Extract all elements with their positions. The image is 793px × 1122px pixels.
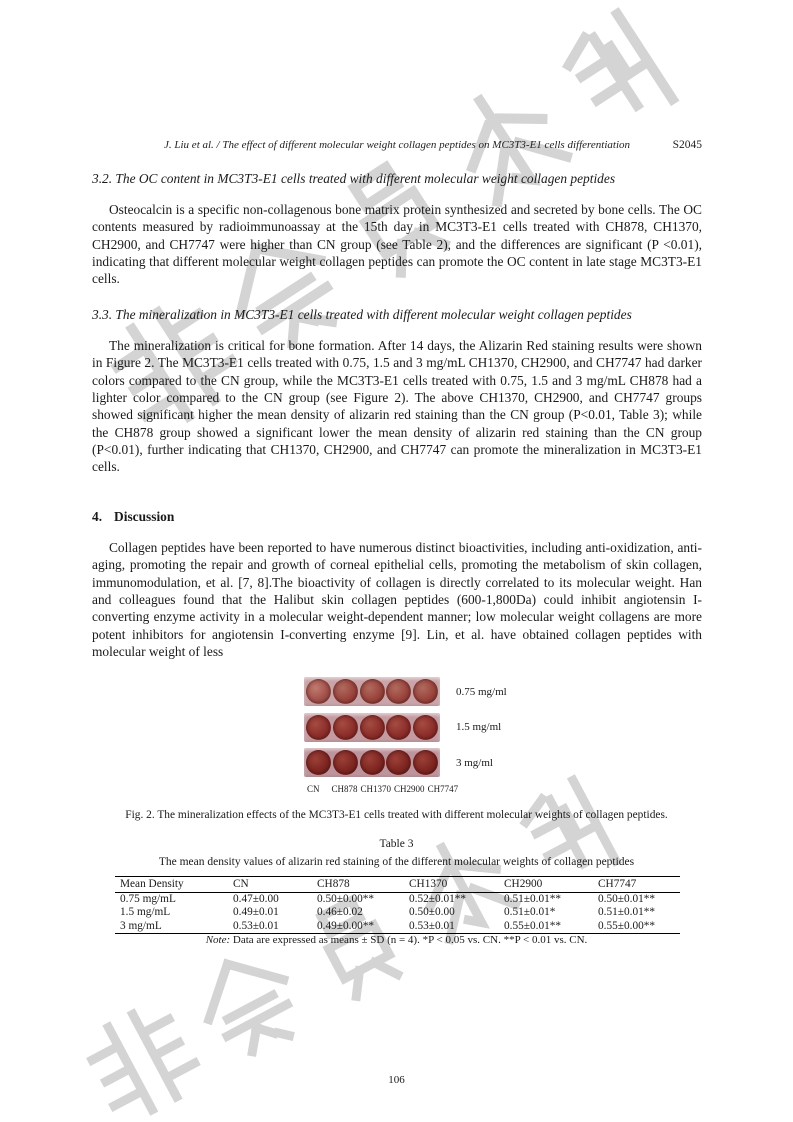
table-cell: 0.53±0.01 — [409, 919, 455, 932]
table-cell: 0.50±0.01** — [598, 893, 656, 905]
stained-well — [413, 715, 438, 740]
stained-well — [306, 715, 331, 740]
stained-well — [386, 679, 411, 704]
table-label: Table 3 — [379, 838, 414, 850]
table-cell: 0.51±0.01** — [598, 906, 656, 919]
dose-label: 3 mg/ml — [456, 756, 493, 769]
table-cell: 0.55±0.01** — [504, 919, 562, 932]
figure-row-1.5 — [304, 713, 604, 742]
col-header-mean-density: Mean Density — [115, 877, 228, 893]
table-row — [115, 920, 680, 934]
stained-well — [360, 750, 385, 775]
group-label-ch1370: CH1370 — [360, 784, 392, 794]
stained-well — [333, 679, 358, 704]
stained-well — [360, 715, 385, 740]
table-cell: 1.5 mg/mL — [120, 906, 171, 919]
stained-well — [333, 715, 358, 740]
group-label-ch7747: CH7747 — [427, 784, 459, 794]
dose-label: 1.5 mg/ml — [456, 721, 502, 733]
table-header-row — [115, 877, 680, 893]
dose-label: 0.75 mg/ml — [456, 685, 507, 698]
well-plate-strip — [304, 677, 440, 706]
table-cell: 3 mg/mL — [120, 919, 162, 932]
table-cell: 0.49±0.01 — [233, 906, 279, 919]
table-note-text: Data are expressed as means ± SD (n = 4). *P < 0.05 vs. CN. **P < 0.01 vs. CN. — [230, 934, 588, 946]
stained-well — [413, 750, 438, 775]
col-header-cn: CN — [228, 877, 312, 893]
page-number: 106 — [388, 1074, 405, 1086]
figure-row-3 — [304, 748, 604, 777]
table-cell: 0.55±0.00** — [598, 919, 656, 932]
section-heading-3-2: 3.2. The OC content in MC3T3-E1 cells treated with different molecular weight collagen peptides — [92, 171, 616, 186]
col-header-ch1370: CH1370 — [404, 877, 499, 893]
density-table — [115, 876, 680, 934]
figure-row-0.75 — [304, 677, 604, 706]
col-header-ch878: CH878 — [312, 877, 404, 893]
well-plate-strip — [304, 748, 440, 777]
well-plate-strip — [304, 713, 440, 742]
group-labels — [307, 784, 604, 794]
table-cell: 0.75 mg/mL — [120, 893, 176, 905]
table-title: The mean density values of alizarin red staining of the different molecular weights of collagen peptides — [158, 856, 635, 868]
stained-well — [413, 679, 438, 704]
stained-well — [386, 715, 411, 740]
stained-well — [306, 679, 331, 704]
table-cell: 0.51±0.01* — [504, 906, 556, 919]
section-title: Discussion — [114, 509, 175, 524]
table-cell: 0.47±0.00 — [233, 893, 279, 905]
table-cell: 0.49±0.00** — [317, 919, 375, 932]
table-note-label: Note: — [205, 934, 231, 946]
paragraph-3-2: Osteocalcin is a specific non-collagenous bone matrix protein synthesized and secreted by bone cells. The OC contents measured by radioimmunoassay at the 15th day in MC3T3-E1 cells treated with CH878, CH1370, CH2900, and CH7747 were higher than CN group (see Table 2), and the differences are significant (P <0.01), indicating that different molecular weight collagen peptides can promote the OC content in late stage MC3T3-E1 cells. — [92, 202, 702, 287]
group-label-ch2900: CH2900 — [394, 784, 425, 794]
table-note — [0, 934, 793, 946]
page-code: S2045 — [672, 139, 702, 151]
section-heading-4 — [92, 509, 702, 525]
table-row — [115, 906, 680, 919]
col-header-ch7747: CH7747 — [593, 877, 680, 893]
table-cell: 0.50±0.00** — [317, 893, 375, 905]
table-cell: 0.51±0.01** — [504, 893, 562, 905]
figure-caption: Fig. 2. The mineralization effects of the MC3T3-E1 cells treated with different molecular weights of collagen peptides. — [125, 809, 668, 821]
stained-well — [386, 750, 411, 775]
paragraph-3-3: The mineralization is critical for bone formation. After 14 days, the Alizarin Red staining results were shown in Figure 2. The MC3T3-E1 cells treated with 0.75, 1.5 and 3 mg/mL CH1370, CH2900, and CH7747 had darker colors compared to the CN group, while the MC3T3-E1 cells treated with 0.75, 1.5 and 3 mg/mL CH878 had a lighter color compared to the CN group (see Figure 2). The above CH1370, CH2900, and CH7747 groups showed significant higher the mean density of alizarin red staining than the CN group (P<0.01, Table 3); while the CH878 group showed a significant lower the mean density of alizarin red staining than the CN group (P<0.01), further indicating that CH1370, CH2900, and CH7747 can promote the mineralization in MC3T3-E1 cells. — [92, 338, 702, 475]
running-head — [92, 139, 702, 153]
figure-2 — [304, 677, 604, 794]
table-row — [115, 893, 680, 907]
section-number: 4. — [92, 509, 103, 524]
stained-well — [360, 679, 385, 704]
table-cell: 0.50±0.00 — [409, 906, 455, 919]
table-cell: 0.46±0.02 — [317, 906, 363, 919]
stained-well — [306, 750, 331, 775]
running-head-text: J. Liu et al. / The effect of different molecular weight collagen peptides on MC3T3-E1 cells differentiation — [164, 139, 630, 151]
table-cell: 0.52±0.01** — [409, 893, 467, 905]
group-label-cn: CN — [307, 784, 320, 794]
paragraph-4: Collagen peptides have been reported to have numerous distinct bioactivities, including anti-oxidization, anti-aging, promoting the repair and growth of corneal epithelial cells, promoting the metabolism of skin collagen, immunomodulation, et al. [7, 8].The bioactivity of collagen is directly correlated to its molecular weight. Han and colleagues found that the Halibut skin collagen peptides (600-1,800Da) could inhibit angiotensin I-converting enzyme activity in a molecular weight-dependent manner; low molecular weight collagens are more potent inhibitors for angiotensin I-converting enzyme [9]. Lin, et al. have obtained collagen peptides with molecular weight of less — [92, 540, 702, 660]
table-cell: 0.53±0.01 — [233, 919, 279, 932]
group-label-ch878: CH878 — [331, 784, 358, 794]
stained-well — [333, 750, 358, 775]
section-heading-3-3: 3.3. The mineralization in MC3T3-E1 cells treated with different molecular weight collagen peptides — [92, 307, 632, 322]
col-header-ch2900: CH2900 — [499, 877, 593, 893]
